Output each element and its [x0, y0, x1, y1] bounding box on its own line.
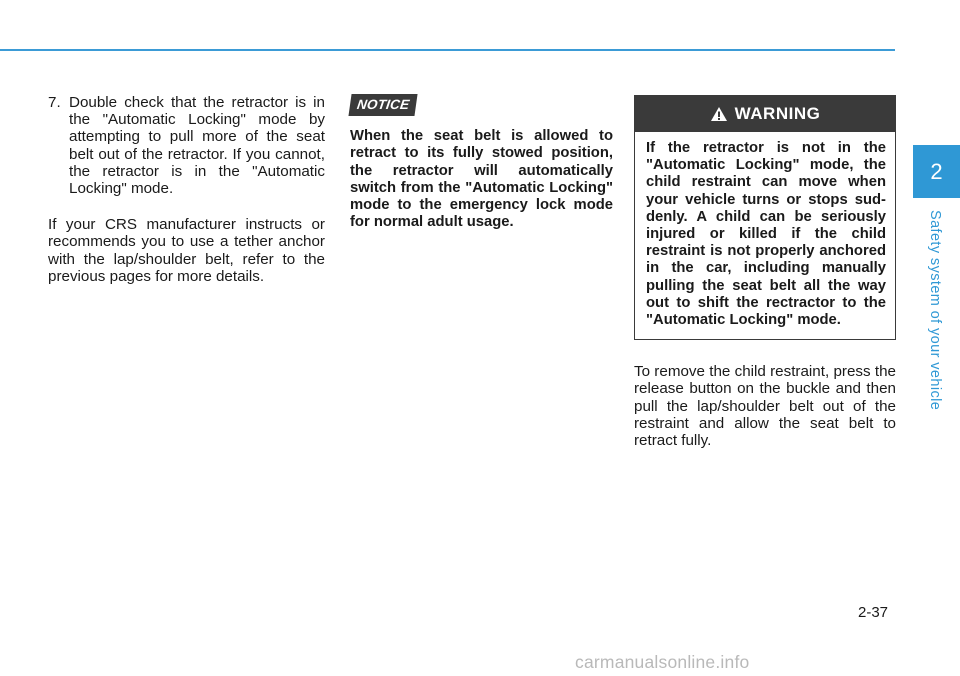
chapter-title: Safety system of your vehicle — [927, 210, 943, 411]
page-number: 2-37 — [858, 604, 889, 621]
warning-title: WARNING — [734, 104, 821, 124]
step-text: Double check that the retractor is in the "Automatic Locking" mode by attempting to pull more of the seat belt out of the retractor. If you cannot, the retractor is in the "Automatic Locking" mode. — [69, 94, 325, 198]
header-rule — [0, 49, 895, 51]
warning-header — [635, 96, 895, 132]
step-number: 7. — [48, 94, 61, 111]
left-column — [48, 94, 325, 285]
chapter-tab — [913, 145, 960, 198]
notice-column — [350, 94, 613, 231]
warning-body: If the retractor is not in the "Automatic Locking" mode, the child restraint can move when your vehicle turns or stops sud-denly. A child can be seriously injured or killed if the child restraint is not properly anchored in the car, including manually pulling the seat belt all the way out to shift the rectractor to the "Automatic Locking" mode. — [646, 140, 886, 329]
tether-paragraph: If your CRS manufacturer instructs or recommends you to use a tether anchor with the lap/shoulder belt, refer to the previous pages for more details. — [48, 216, 325, 285]
watermark: carmanualsonline.info — [575, 652, 750, 672]
remove-restraint-text: To remove the child restraint, press the release button on the buckle and then pull the lap/shoulder belt out of the restraint and allow the seat belt to retract fully. — [634, 363, 896, 450]
step-7 — [48, 94, 325, 197]
warning-box — [634, 95, 896, 340]
right-column — [634, 95, 896, 449]
chapter-number: 2 — [930, 158, 943, 184]
notice-badge: NOTICE — [348, 94, 417, 116]
notice-text: When the seat belt is allowed to retract to its fully stowed position, the retractor will automatically switch from the "Automatic Locking" mode to the emergency lock mode for normal adult usage. — [350, 128, 613, 231]
warning-triangle-icon — [710, 106, 728, 122]
